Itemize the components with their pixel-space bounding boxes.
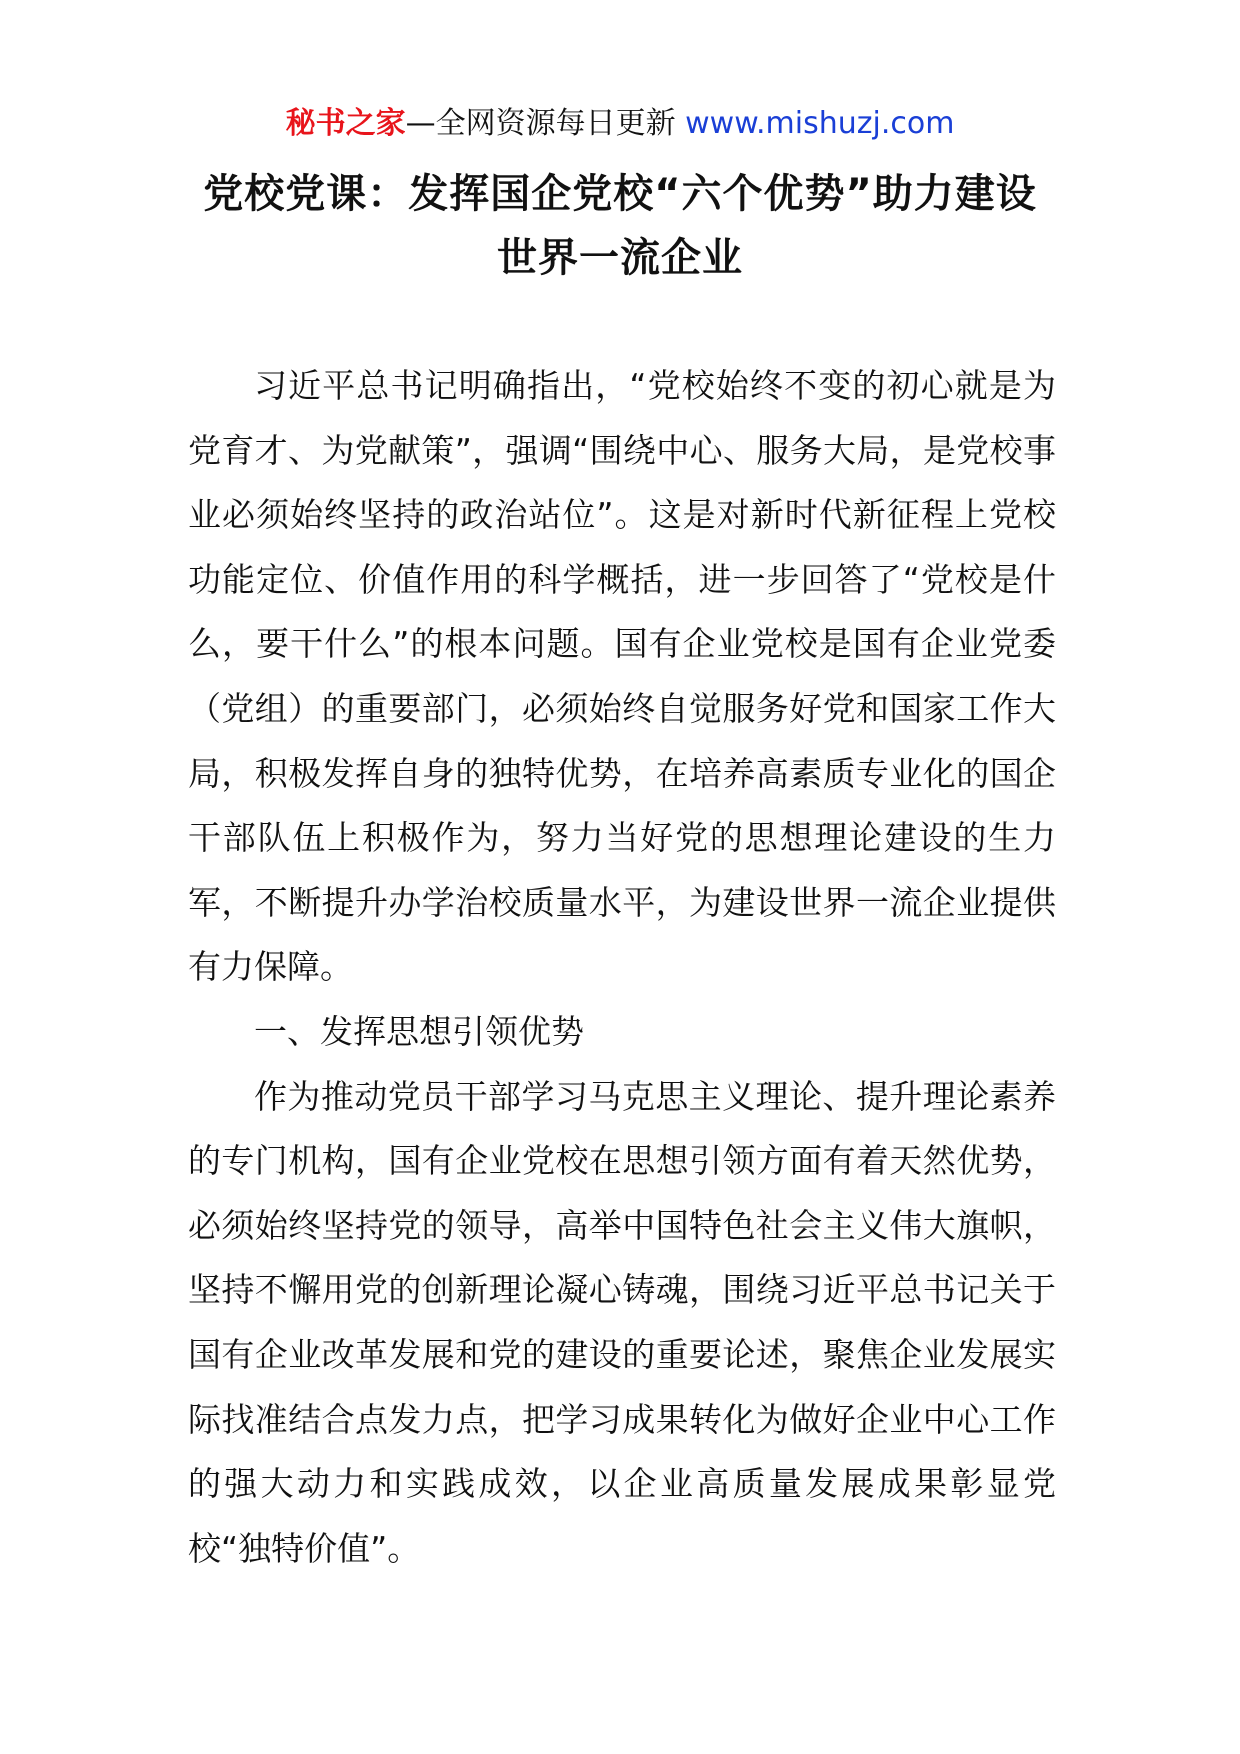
- section-heading: 一、发挥思想引领优势: [254, 1011, 584, 1051]
- site-url-link[interactable]: www.mishuzj.com: [685, 106, 955, 141]
- site-name: 秘书之家: [285, 106, 406, 141]
- site-slogan: —全网资源每日更新: [405, 106, 686, 141]
- document-title: 党校党课：发挥国企党校“六个优势”助力建设世界一流企业: [203, 171, 1037, 281]
- section-paragraph: 作为推动党员干部学习马克思主义理论、提升理论素养的专门机构，国有企业党校在思想引领方面有着天然优势，必须始终坚持党的领导，高举中国特色社会主义伟大旗帜，坚持不懈用党的创新理论凝心铸魂，围绕习近平总书记关于国有企业改革发展和党的建设的重要论述，聚焦企业发展实际找准结合点发力点，把学习成果转化为做好企业中心工作的强大动力和实践成效，以企业高质量发展成果彰显党校“独特价值”。: [188, 1076, 1056, 1568]
- document-body: [188, 354, 1056, 1581]
- site-banner: [0, 100, 1240, 148]
- intro-paragraph: 习近平总书记明确指出，“党校始终不变的初心就是为党育才、为党献策”，强调“围绕中心、服务大局，是党校事业必须始终坚持的政治站位”。这是对新时代新征程上党校功能定位、价值作用的科学概括，进一步回答了“党校是什么，要干什么”的根本问题。国有企业党校是国有企业党委（党组）的重要部门，必须始终自觉服务好党和国家工作大局，积极发挥自身的独特优势，在培养高素质专业化的国企干部队伍上积极作为，努力当好党的思想理论建设的生力军，不断提升办学治校质量水平，为建设世界一流企业提供有力保障。: [188, 366, 1056, 987]
